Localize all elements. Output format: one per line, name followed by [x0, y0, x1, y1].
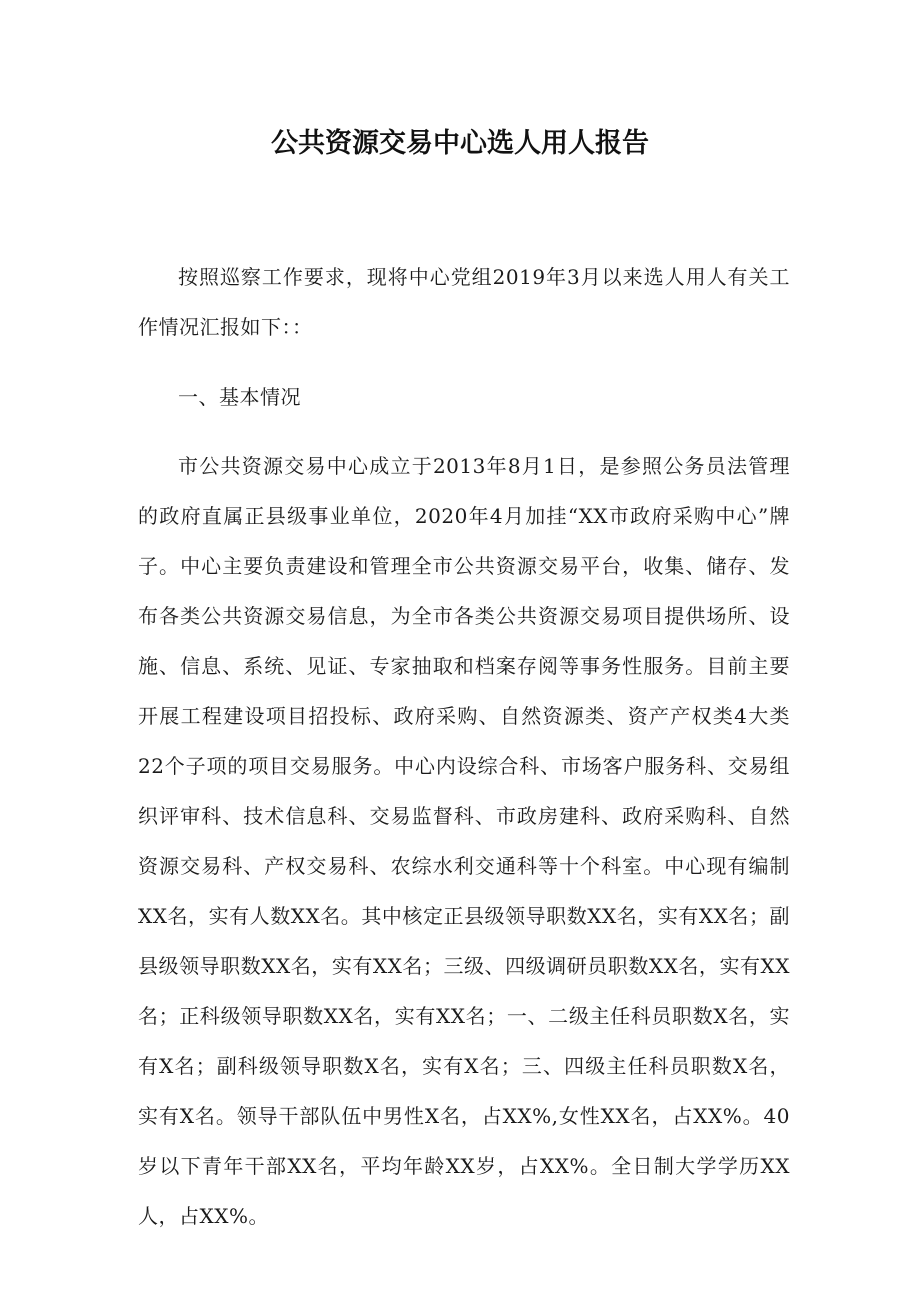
- section-heading-basic-situation: 一、基本情况: [178, 385, 301, 409]
- basic-situation-paragraph: 市公共资源交易中心成立于2013年8月1日，是参照公务员法管理的政府直属正县级事业单位，2020年4月加挂“XX市政府采购中心”牌子。中心主要负责建设和管理全市公共资源交易平台，收集、储存、发布各类公共资源交易信息，为全市各类公共资源交易项目提供场所、设施、信息、系统、见证、专家抽取和档案存阅等事务性服务。目前主要开展工程建设项目招投标、政府采购、自然资源类、资产产权类4大类22个子项的项目交易服务。中心内设综合科、市场客户服务科、交易组织评审科、技术信息科、交易监督科、市政房建科、政府采购科、自然资源交易科、产权交易科、农综水利交通科等十个科室。中心现有编制XX名，实有人数XX名。其中核定正县级领导职数XX名，实有XX名；副县级领导职数XX名，实有XX名；三级、四级调研员职数XX名，实有XX名；正科级领导职数XX名，实有XX名；一、二级主任科员职数X名，实有X名；副科级领导职数X名，实有X名；三、四级主任科员职数X名，实有X名。领导干部队伍中男性X名，占XX%,女性XX名，占XX%。40岁以下青年干部XX名，平均年龄XX岁，占XX%。全日制大学学历XX人，占XX%。: [138, 454, 790, 1228]
- intro-paragraph: 按照巡察工作要求，现将中心党组2019年3月以来选人用人有关工作情况汇报如下：：: [138, 265, 790, 339]
- page-title: 公共资源交易中心选人用人报告: [271, 128, 649, 159]
